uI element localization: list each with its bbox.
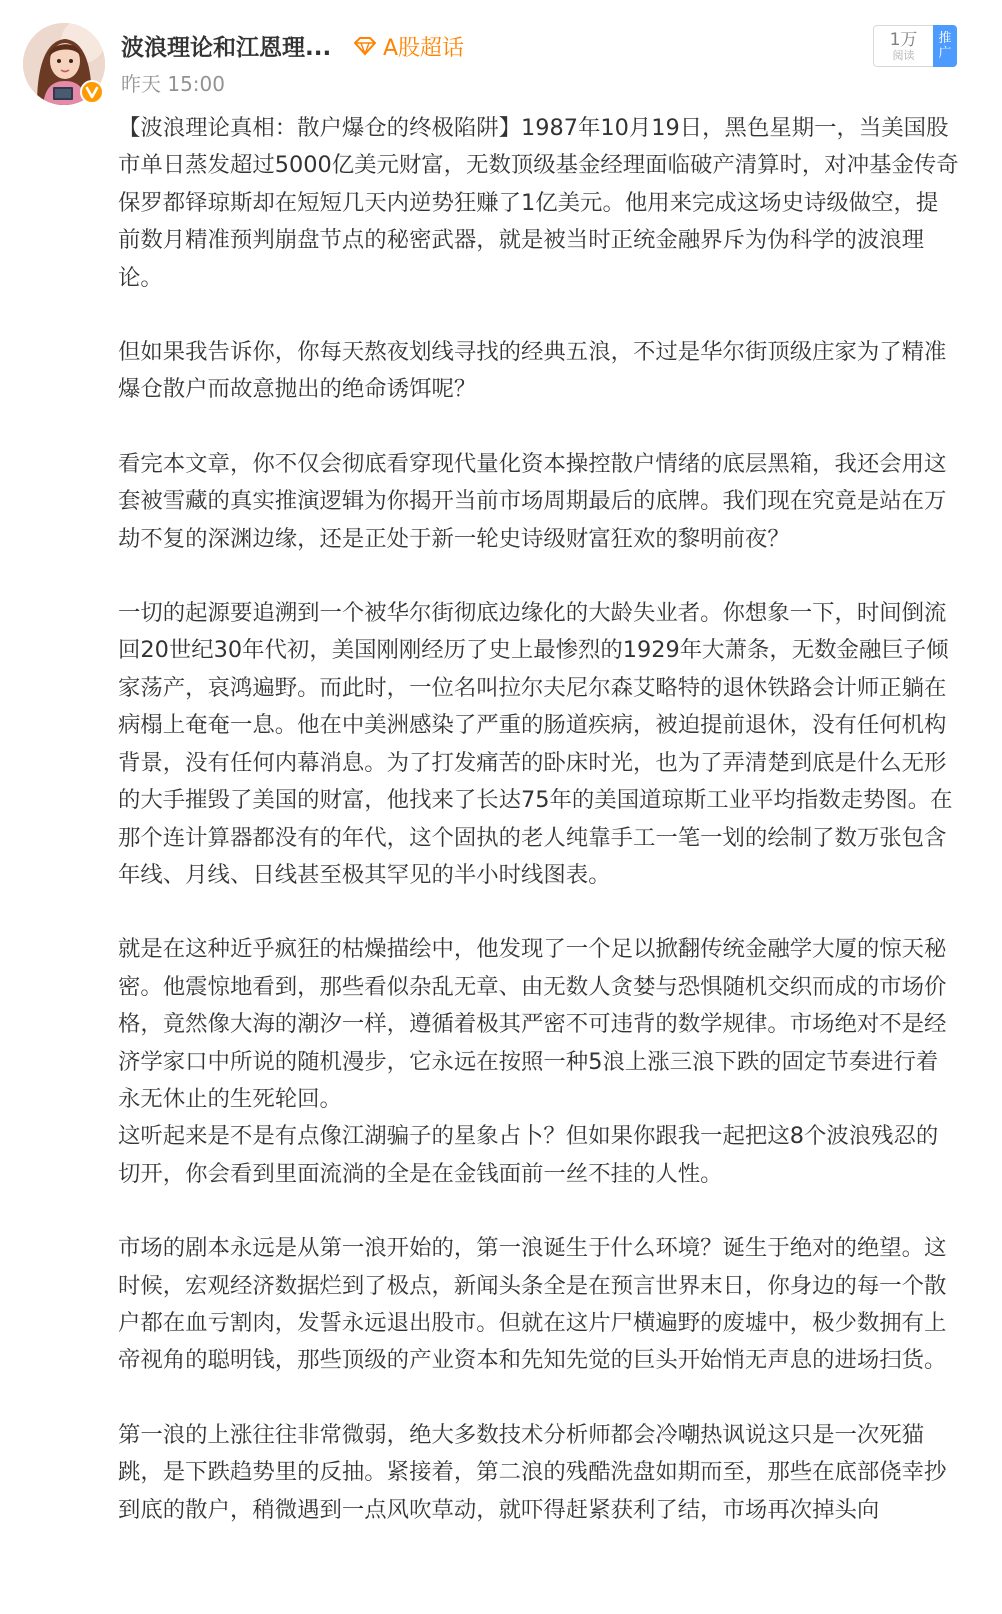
promote-label: 推广 bbox=[938, 31, 952, 61]
paragraph-gap bbox=[118, 409, 960, 446]
verified-v-icon bbox=[82, 82, 102, 102]
paragraph-gap bbox=[118, 558, 960, 595]
post-paragraph: 但如果我告诉你，你每天熬夜划线寻找的经典五浪，不过是华尔街顶级庄家为了精准爆仓散户而故意抛出的绝命诱饵呢？ bbox=[118, 339, 947, 403]
paragraph-gap bbox=[118, 1380, 960, 1417]
post-paragraph: 一切的起源要追溯到一个被华尔街彻底边缘化的大龄失业者。你想象一下，时间倒流回20世纪30年代初，美国刚刚经历了史上最惨烈的1929年大萧条，无数金融巨子倾家荡产，哀鸿遍野。而此时，一位名叫拉尔夫尼尔森艾略特的退休铁路会计师正躺在病榻上奄奄一息。他在中美洲感染了严重的肠道疾病，被迫提前退休，没有任何机构背景，没有任何内幕消息。为了打发痛苦的卧床时光，也为了弄清楚到底是什么无形的大手摧毁了美国的财富，他找来了长达75年的美国道琼斯工业平均指数走势图。在那个连计算器都没有的年代，这个固执的老人纯靠手工一笔一划的绘制了数万张包含年线、月线、日线甚至极其罕见的半小时线图表。 bbox=[118, 600, 953, 888]
post-header bbox=[0, 0, 1002, 110]
post-paragraph: 【波浪理论真相：散户爆仓的终极陷阱】1987年10月19日，黑色星期一，当美国股市单日蒸发超过5000亿美元财富，无数顶级基金经理面临破产清算时，对冲基金传奇保罗都铎琼斯却在短短几天内逆势狂赚了1亿美元。他用来完成这场史诗级做空，提前数月精准预判崩盘节点的秘密武器，就是被当时正统金融界斥为伪科学的波浪理论。 bbox=[118, 115, 959, 291]
post-paragraph: 看完本文章，你不仅会彻底看穿现代量化资本操控散户情绪的底层黑箱，我还会用这套被雪藏的真实推演逻辑为你揭开当前市场周期最后的底牌。我们现在究竟是站在万劫不复的深渊边缘，还是正处于新一轮史诗级财富狂欢的黎明前夜？ bbox=[118, 450, 947, 552]
read-count-badge[interactable] bbox=[873, 25, 957, 67]
promote-button[interactable] bbox=[933, 25, 957, 67]
author-name[interactable]: 波浪理论和江恩理... bbox=[121, 35, 332, 61]
paragraph-gap bbox=[118, 894, 960, 931]
supertopic-label: A股超话 bbox=[383, 35, 465, 61]
paragraph-gap bbox=[118, 297, 960, 334]
paragraph-gap bbox=[118, 1193, 960, 1230]
post-body bbox=[118, 110, 960, 1529]
post-paragraph: 就是在这种近乎疯狂的枯燥描绘中，他发现了一个足以掀翻传统金融学大厦的惊天秘密。他震惊地看到，那些看似杂乱无章、由无数人贪婪与恐惧随机交织而成的市场价格，竟然像大海的潮汐一样，遵循着极其严密不可违背的数学规律。市场绝对不是经济学家口中所说的随机漫步，它永远在按照一种5浪上涨三浪下跌的固定节奏进行着永无休止的生死轮回。 bbox=[118, 936, 947, 1112]
post-paragraph: 市场的剧本永远是从第一浪开始的，第一浪诞生于什么环境？诞生于绝对的绝望。这时候，宏观经济数据烂到了极点，新闻头条全是在预言世界末日，你身边的每一个散户都在血亏割肉，发誓永远退出股市。但就在这片尸横遍野的废墟中，极少数拥有上帝视角的聪明钱，那些顶级的产业资本和先知先觉的巨头开始悄无声息的进场扫货。 bbox=[118, 1235, 947, 1374]
post-time[interactable]: 昨天 15:00 bbox=[121, 72, 225, 96]
read-count-label: 阅读 bbox=[892, 48, 915, 62]
supertopic-link[interactable] bbox=[353, 29, 464, 63]
read-count-value: 1万 bbox=[889, 29, 918, 50]
post-paragraph: 这听起来是不是有点像江湖骗子的星象占卜？但如果你跟我一起把这8个波浪残忍的切开，你会看到里面流淌的全是在金钱面前一丝不挂的人性。 bbox=[118, 1123, 939, 1187]
verified-badge bbox=[80, 80, 104, 104]
post-paragraph: 第一浪的上涨往往非常微弱，绝大多数技术分析师都会冷嘲热讽说这只是一次死猫跳，是下跌趋势里的反抽。紧接着，第二浪的残酷洗盘如期而至，那些在底部侥幸抄到底的散户，稍微遇到一点风吹草动，就吓得赶紧获利了结，市场再次掉头向 bbox=[118, 1421, 947, 1523]
diamond-icon bbox=[353, 36, 377, 56]
read-count bbox=[873, 25, 933, 67]
